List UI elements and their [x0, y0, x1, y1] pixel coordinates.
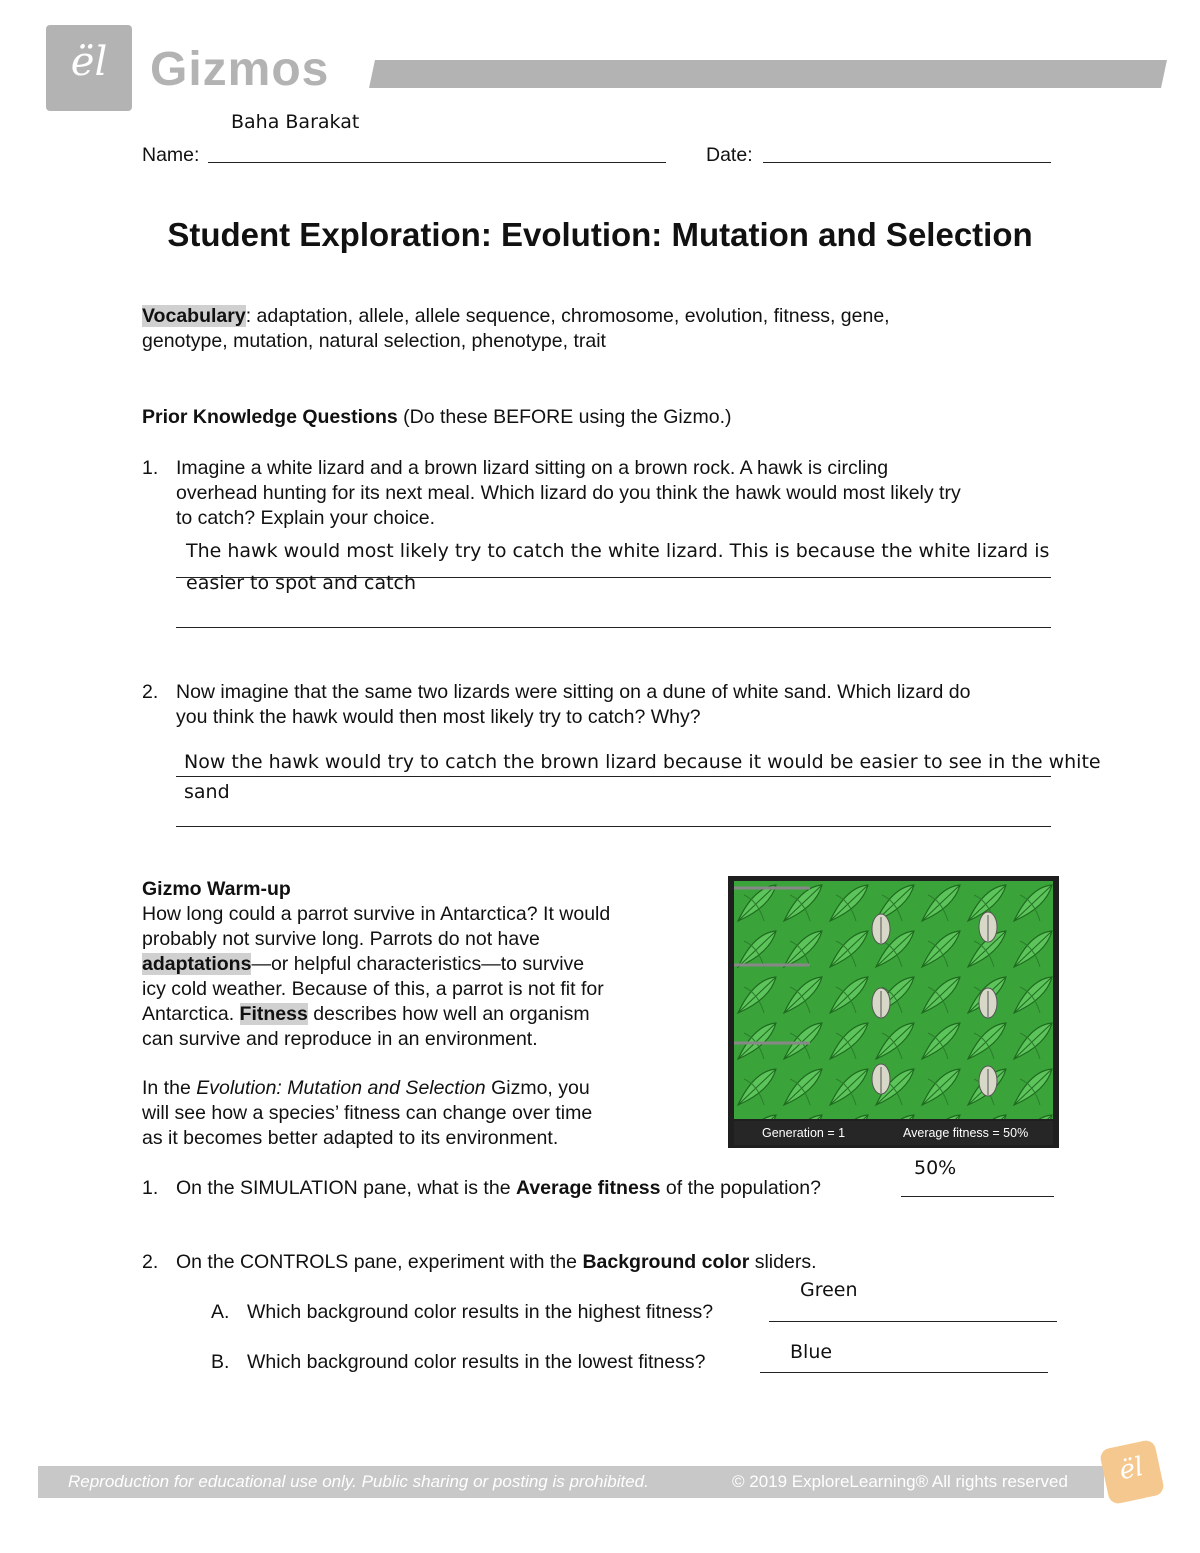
warmup-line-2: probably not survive long. Parrots do not have	[142, 928, 540, 950]
vocabulary-terms: : adaptation, allele, allele sequence, chromosome, evolution, fitness, gene,	[245, 305, 890, 327]
footer-logo-glyph: ël	[1116, 1451, 1147, 1487]
average-fitness-readout: Average fitness = 50%	[903, 1126, 1029, 1140]
wq1-bold: Average fitness	[515, 1177, 661, 1199]
q1-answer-line-2[interactable]	[176, 627, 1051, 628]
wq2a-letter: A.	[211, 1301, 230, 1323]
header-bar	[369, 60, 1167, 88]
wq1-answer-line[interactable]	[901, 1196, 1054, 1197]
warmup-line-5-pre: Antarctica.	[142, 1003, 240, 1025]
q2-answer-1: Now the hawk would try to catch the brown lizard because it would be easier to see in the white	[184, 751, 1101, 773]
warmup-line-5-rest: describes how well an organism	[307, 1003, 590, 1025]
fitness-term: Fitness	[239, 1003, 308, 1025]
q2-text-1: Now imagine that the same two lizards were sitting on a dune of white sand. Which lizard do	[176, 681, 971, 703]
adaptations-term: adaptations	[142, 953, 252, 975]
wq2-text	[176, 1250, 816, 1275]
warmup-line-3-rest: —or helpful characteristics—to survive	[251, 953, 585, 975]
page-title: Student Exploration: Evolution: Mutation and Selection	[167, 216, 1033, 253]
date-label: Date:	[706, 144, 753, 166]
warmup-p2-pre: In the	[142, 1077, 197, 1099]
wq2-pre: On the CONTROLS pane, experiment with the	[176, 1251, 583, 1273]
wq1-number: 1.	[142, 1177, 159, 1199]
vocabulary-line-2: genotype, mutation, natural selection, phenotype, trait	[142, 330, 606, 352]
warmup-line-6: can survive and reproduce in an environment.	[142, 1028, 538, 1050]
warmup-heading: Gizmo Warm-up	[142, 878, 291, 900]
q2-answer-line-2[interactable]	[176, 826, 1051, 827]
wq2b-answer-line[interactable]	[760, 1372, 1048, 1373]
vocabulary-line-1	[142, 304, 890, 329]
simulation-field	[734, 881, 1053, 1119]
warmup-line-3	[142, 952, 584, 977]
gizmos-logo	[46, 25, 132, 111]
name-line[interactable]	[208, 162, 666, 163]
brand-name: Gizmos	[150, 43, 330, 96]
leaf-background	[734, 881, 1053, 1119]
wq2b-text: Which background color results in the lowest fitness?	[247, 1351, 706, 1373]
q2-text-2: you think the hawk would then most likely try to catch? Why?	[176, 706, 701, 728]
warmup-p2-line-3: as it becomes better adapted to its environment.	[142, 1127, 559, 1149]
prior-knowledge-heading	[142, 405, 732, 430]
wq2-number: 2.	[142, 1251, 159, 1273]
warmup-p2-post: Gizmo, you	[485, 1077, 590, 1099]
logo-glyph: ël	[70, 39, 108, 85]
wq2a-answer-line[interactable]	[769, 1321, 1057, 1322]
q2-number: 2.	[142, 681, 159, 703]
warmup-p2-line-2: will see how a species’ fitness can change over time	[142, 1102, 593, 1124]
q1-answer-2: easier to spot and catch	[186, 572, 417, 594]
footer-logo	[1099, 1439, 1165, 1505]
wq2a-text: Which background color results in the highest fitness?	[247, 1301, 714, 1323]
student-name-value: Baha Barakat	[231, 111, 360, 133]
wq2a-answer: Green	[800, 1279, 858, 1301]
generation-readout: Generation = 1	[762, 1126, 846, 1140]
wq1-pre: On the SIMULATION pane, what is the	[176, 1177, 516, 1199]
q1-number: 1.	[142, 457, 159, 479]
wq2-post: sliders.	[749, 1251, 817, 1273]
wq2b-answer: Blue	[790, 1341, 833, 1363]
wq2-bold: Background color	[582, 1251, 750, 1273]
q1-text-3: to catch? Explain your choice.	[176, 507, 436, 529]
footer-copyright: © 2019 ExploreLearning® All rights reserved	[732, 1472, 1068, 1491]
prior-heading: Prior Knowledge Questions	[142, 406, 398, 428]
q1-text-2: overhead hunting for its next meal. Which lizard do you think the hawk would most likely try	[176, 482, 961, 504]
q1-text-1: Imagine a white lizard and a brown lizard sitting on a brown rock. A hawk is circling	[176, 457, 889, 479]
warmup-line-1: How long could a parrot survive in Antarctica? It would	[142, 903, 611, 925]
warmup-line-4: icy cold weather. Because of this, a parrot is not fit for	[142, 978, 604, 1000]
prior-note: (Do these BEFORE using the Gizmo.)	[397, 406, 732, 428]
footer-disclaimer: Reproduction for educational use only. Public sharing or posting is prohibited.	[68, 1472, 649, 1491]
warmup-line-5	[142, 1002, 590, 1027]
q2-answer-line-1[interactable]	[176, 776, 1051, 777]
q1-answer-1: The hawk would most likely try to catch the white lizard. This is because the white lizard is	[186, 540, 1050, 562]
wq1-text	[176, 1176, 821, 1201]
gizmo-title-italic: Evolution: Mutation and Selection	[196, 1077, 486, 1099]
warmup-p2-line-1	[142, 1076, 590, 1101]
vocabulary-label: Vocabulary	[142, 305, 246, 327]
wq1-answer: 50%	[914, 1157, 957, 1179]
date-line[interactable]	[763, 162, 1051, 163]
wq2b-letter: B.	[211, 1351, 230, 1373]
name-label: Name:	[142, 144, 200, 166]
wq1-post: of the population?	[660, 1177, 821, 1199]
q2-answer-2: sand	[184, 781, 230, 803]
